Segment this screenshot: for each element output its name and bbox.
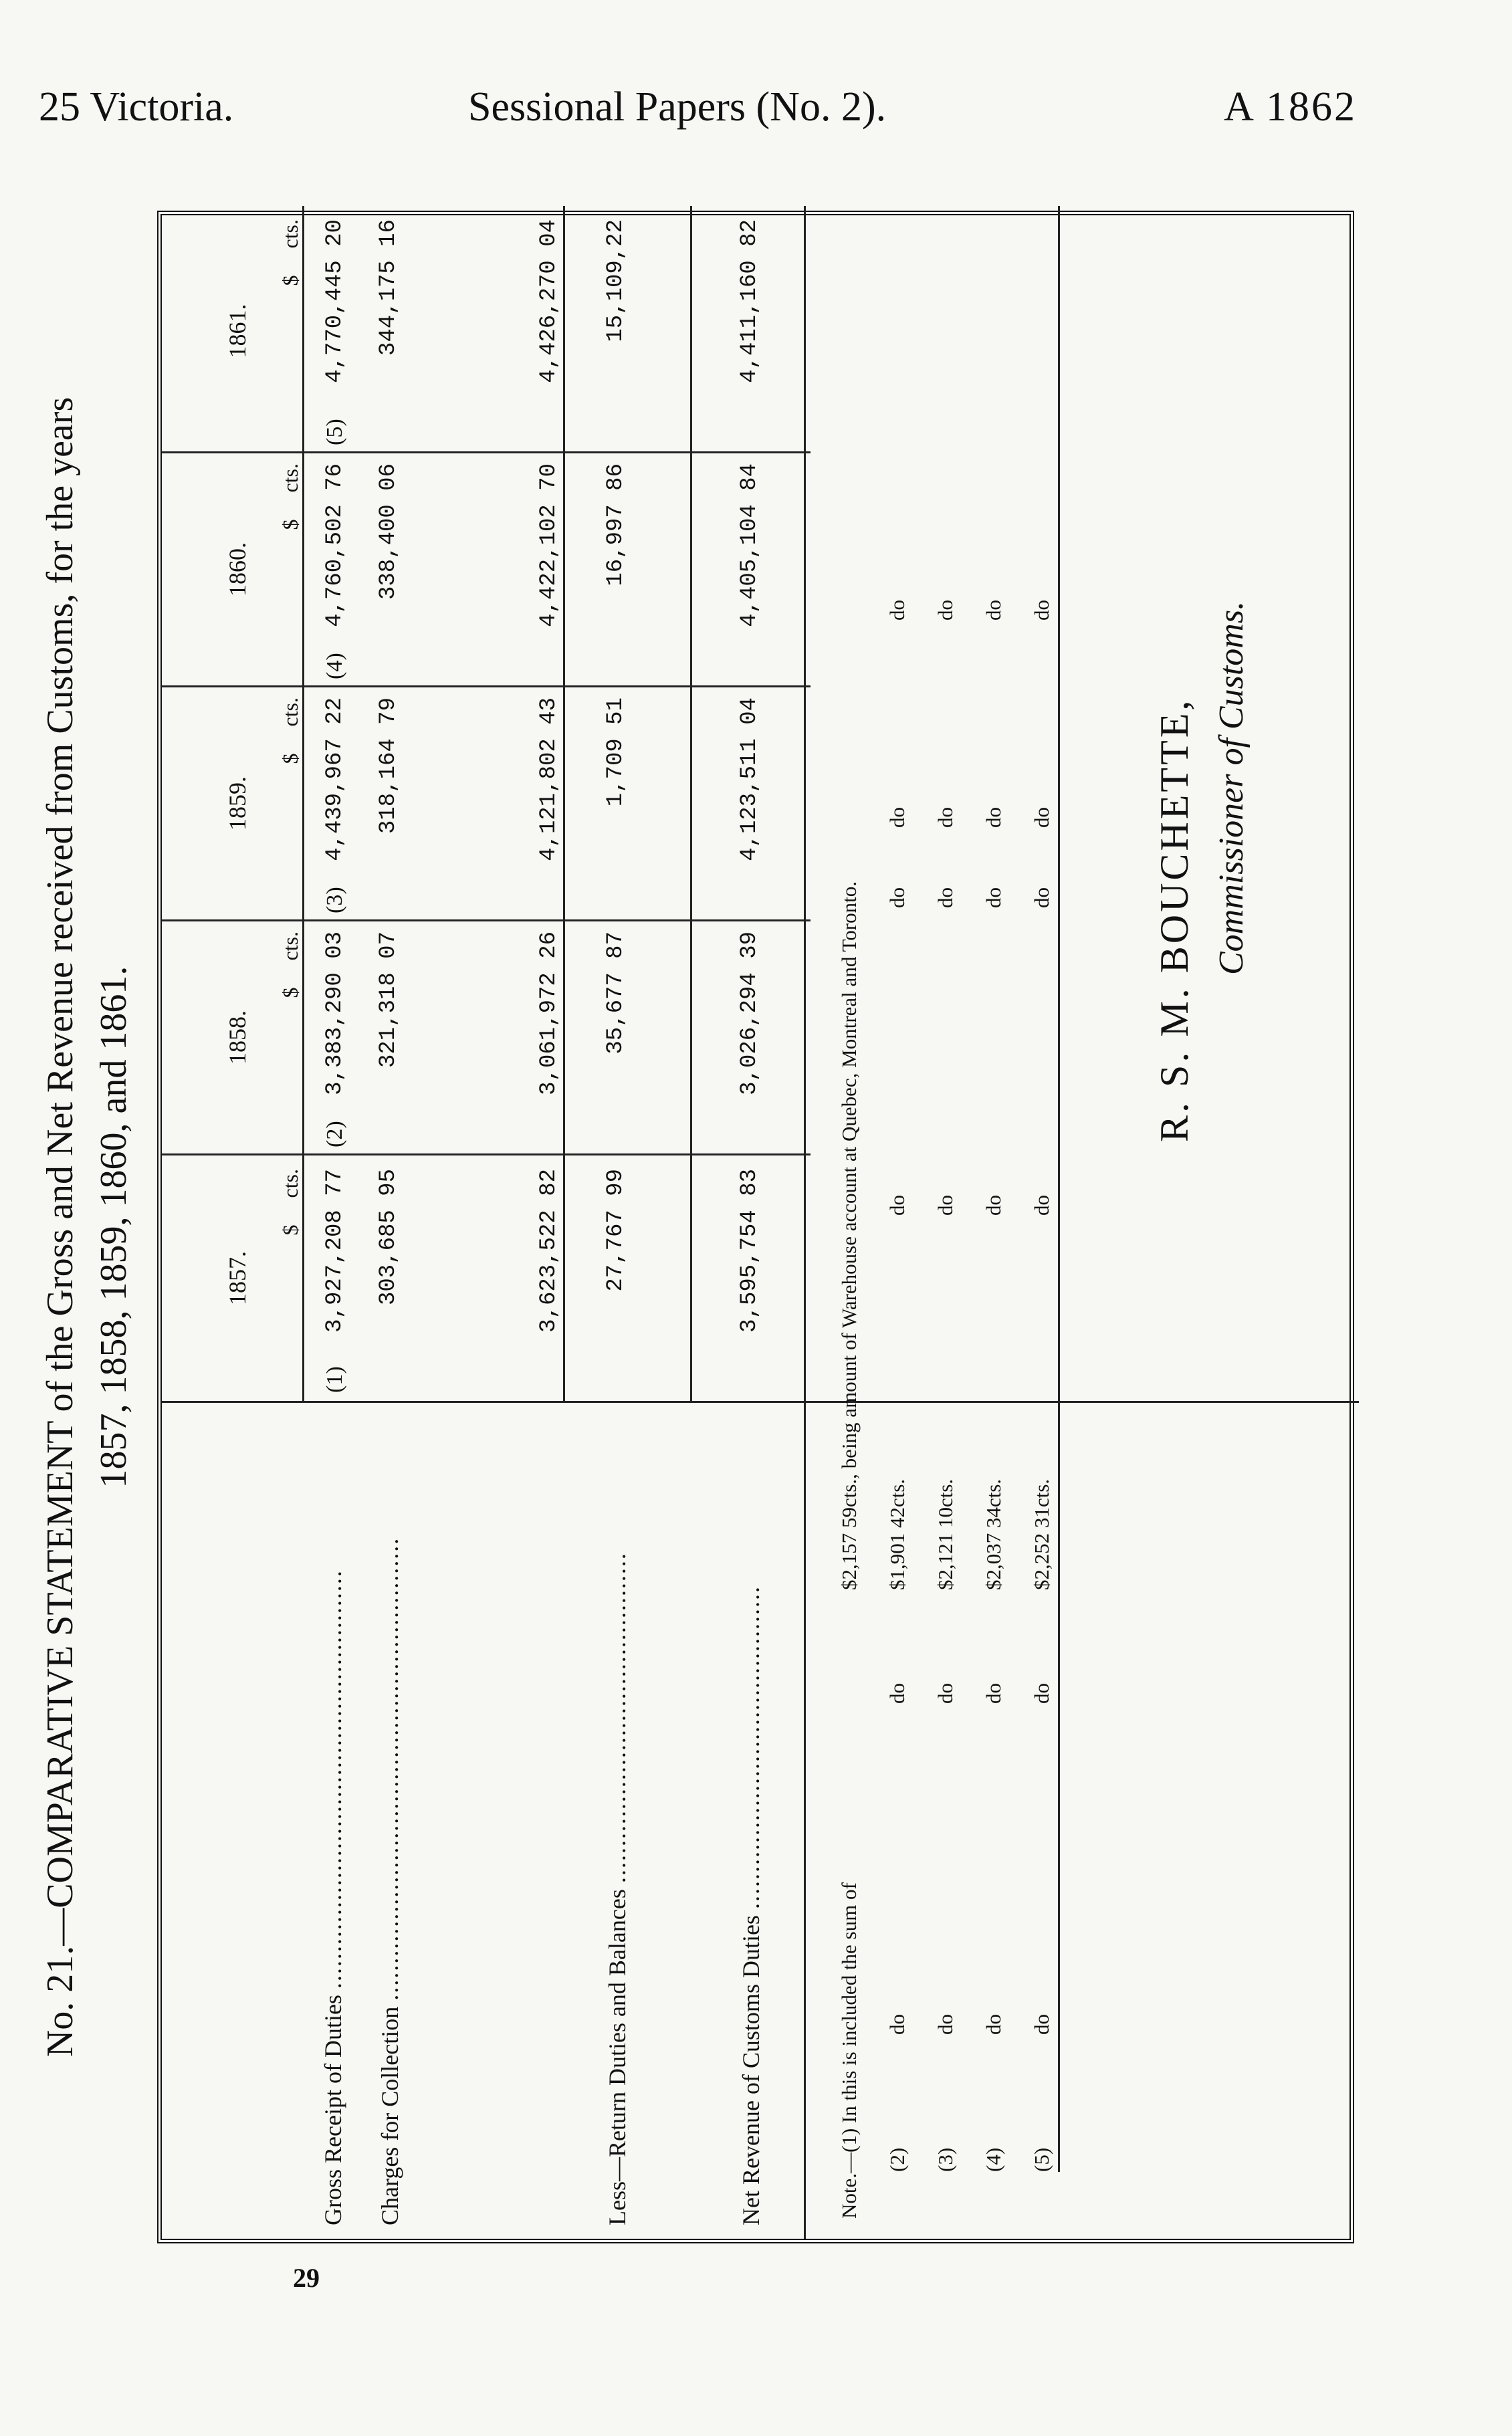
year-1858: 1858.	[223, 1010, 251, 1065]
cell-sub-1857: 3,623,522 82	[536, 1169, 562, 1333]
cell-sub-1860: 4,422,102 70	[536, 463, 562, 627]
note-do: do	[885, 600, 909, 621]
note-do: do	[885, 1683, 909, 1704]
note-do: do	[1030, 887, 1053, 908]
label-charges-text: Charges for Collection	[376, 2006, 403, 2225]
leader-dots: .........................................................	[320, 1569, 346, 1989]
leader-dots: .............................................	[604, 1552, 631, 1884]
note-do: do	[885, 887, 909, 908]
label-net	[737, 1406, 765, 2225]
header-center: Sessional Papers (No. 2).	[468, 84, 887, 130]
note-do: do	[982, 887, 1005, 908]
note-do: do	[982, 1195, 1005, 1216]
cell-gross-1860: 4,760,502 76	[322, 463, 348, 627]
cell-sub-1858: 3,061,972 26	[536, 931, 562, 1095]
note-do: do	[1030, 1195, 1053, 1216]
cell-sub-1861: 4,426,270 04	[536, 219, 562, 383]
rotated-statement	[39, 211, 1354, 2243]
cell-net-1857: 3,595,754 83	[737, 1169, 762, 1333]
unit-dollar: $	[278, 987, 302, 998]
title-line-1: No. 21.—COMPARATIVE STATEMENT of the Gross and Net Revenue received from Customs, for the years	[39, 397, 81, 2058]
leader-dots: ............................................	[738, 1585, 764, 1910]
unit-cts: cts.	[278, 931, 302, 961]
unit-cts: cts.	[278, 697, 302, 727]
rule-h-sub	[563, 206, 565, 1403]
year-1860: 1860.	[223, 542, 251, 596]
note-amount: $2,252 31cts.	[1030, 1478, 1053, 1590]
note-do: do	[1030, 2014, 1053, 2035]
note-amount: $1,901 42cts.	[885, 1478, 909, 1590]
statement-title	[33, 211, 140, 2243]
note-amount: $2,121 10cts.	[934, 1478, 957, 1590]
cell-charges-1858: 321,318 07	[376, 931, 401, 1069]
cell-net-1859: 4,123,511 04	[737, 697, 762, 861]
note-do: do	[982, 1683, 1005, 1704]
cell-sub-1859: 4,121,802 43	[536, 697, 562, 861]
note-do: do	[934, 807, 957, 828]
signature-title: Commissioner of Customs.	[1212, 600, 1251, 975]
cell-gross-1858: 3,383,290 03	[322, 931, 348, 1095]
header-right: A 1862	[1224, 84, 1357, 130]
note-ref: (5)	[1030, 2147, 1053, 2172]
cell-charges-1860: 338,400 06	[376, 463, 401, 600]
year-1859: 1859.	[223, 776, 251, 831]
cell-gross-1857: 3,927,208 77	[322, 1169, 348, 1333]
unit-1857	[279, 1169, 302, 1343]
leader-dots: ...............................................................	[376, 1537, 403, 2001]
note-ref: (4)	[982, 2147, 1005, 2172]
note-do: do	[1030, 807, 1053, 828]
note-do: do	[982, 2014, 1005, 2035]
label-gross-text: Gross Receipt of Duties	[320, 1995, 346, 2225]
note-do: do	[982, 807, 1005, 828]
note-ref-4: (4)	[322, 653, 347, 679]
rule-v-label	[162, 1401, 1359, 1403]
note-ref-3: (3)	[322, 887, 347, 913]
cell-net-1861: 4,411,160 82	[737, 219, 762, 383]
unit-1861	[279, 219, 302, 400]
cell-charges-1861: 344,175 16	[376, 219, 401, 356]
signature-name: R. S. M. BOUCHETTE,	[1152, 697, 1196, 1142]
note-1-ref: Note.—(1) In this is included the sum of	[837, 1882, 861, 2219]
cell-less-1857: 27,767 99	[603, 1169, 629, 1292]
cell-less-1860: 16,997 86	[603, 463, 629, 586]
unit-1859	[279, 697, 302, 868]
note-ref: (3)	[934, 2147, 957, 2172]
cell-gross-1861: 4,770,445 20	[322, 219, 348, 383]
table-frame	[157, 211, 1354, 2243]
cell-gross-1859: 4,439,967 22	[322, 697, 348, 861]
cell-charges-1857: 303,685 95	[376, 1169, 401, 1306]
label-less-text: Less—Return Duties and Balances	[604, 1889, 631, 2225]
note-do: do	[1030, 600, 1053, 621]
label-less	[603, 1406, 631, 2225]
rule-h-sig	[1058, 206, 1060, 2172]
year-1861: 1861.	[223, 304, 251, 358]
unit-dollar: $	[278, 275, 302, 286]
note-do: do	[934, 2014, 957, 2035]
rule-h-head	[302, 206, 304, 1403]
label-net-text: Net Revenue of Customs Duties	[738, 1915, 764, 2225]
note-amount: $2,037 34cts.	[982, 1478, 1005, 1590]
unit-dollar: $	[278, 753, 302, 764]
note-do: do	[885, 807, 909, 828]
note-do: do	[934, 600, 957, 621]
note-do: do	[934, 887, 957, 908]
header-left: 25 Victoria.	[39, 84, 234, 130]
unit-dollar: $	[278, 1224, 302, 1236]
note-do: do	[885, 1195, 909, 1216]
page-number: 29	[293, 2263, 320, 2293]
cell-less-1861: 15,109,22	[603, 219, 629, 342]
cell-less-1859: 1,709 51	[603, 697, 629, 807]
note-ref-2: (2)	[322, 1121, 347, 1147]
note-do: do	[934, 1195, 957, 1216]
note-1-amount: $2,157 59cts., being amount of Warehouse account at Quebec, Montreal and Toronto.	[837, 881, 861, 1590]
note-ref: (2)	[885, 2147, 909, 2172]
note-do: do	[885, 2014, 909, 2035]
note-do: do	[982, 600, 1005, 621]
cell-net-1860: 4,405,104 84	[737, 463, 762, 627]
title-line-2: 1857, 1858, 1859, 1860, and 1861.	[93, 966, 134, 1488]
label-gross	[319, 1406, 347, 2225]
rule-h-notes	[804, 206, 806, 2239]
note-do: do	[934, 1683, 957, 1704]
unit-1858	[279, 931, 302, 1102]
note-ref-1: (1)	[322, 1366, 347, 1393]
year-1857: 1857.	[223, 1251, 251, 1305]
cell-charges-1859: 318,164 79	[376, 697, 401, 835]
cell-net-1858: 3,026,294 39	[737, 931, 762, 1095]
label-charges	[376, 1406, 404, 2225]
unit-cts: cts.	[278, 463, 302, 493]
note-do: do	[1030, 1683, 1053, 1704]
unit-dollar: $	[278, 519, 302, 530]
rule-h-net	[690, 206, 692, 1403]
cell-less-1858: 35,677 87	[603, 931, 629, 1055]
note-ref-5: (5)	[322, 419, 347, 445]
unit-cts: cts.	[278, 1169, 302, 1198]
unit-1860	[279, 463, 302, 634]
unit-cts: cts.	[278, 219, 302, 249]
running-header	[0, 84, 1512, 144]
